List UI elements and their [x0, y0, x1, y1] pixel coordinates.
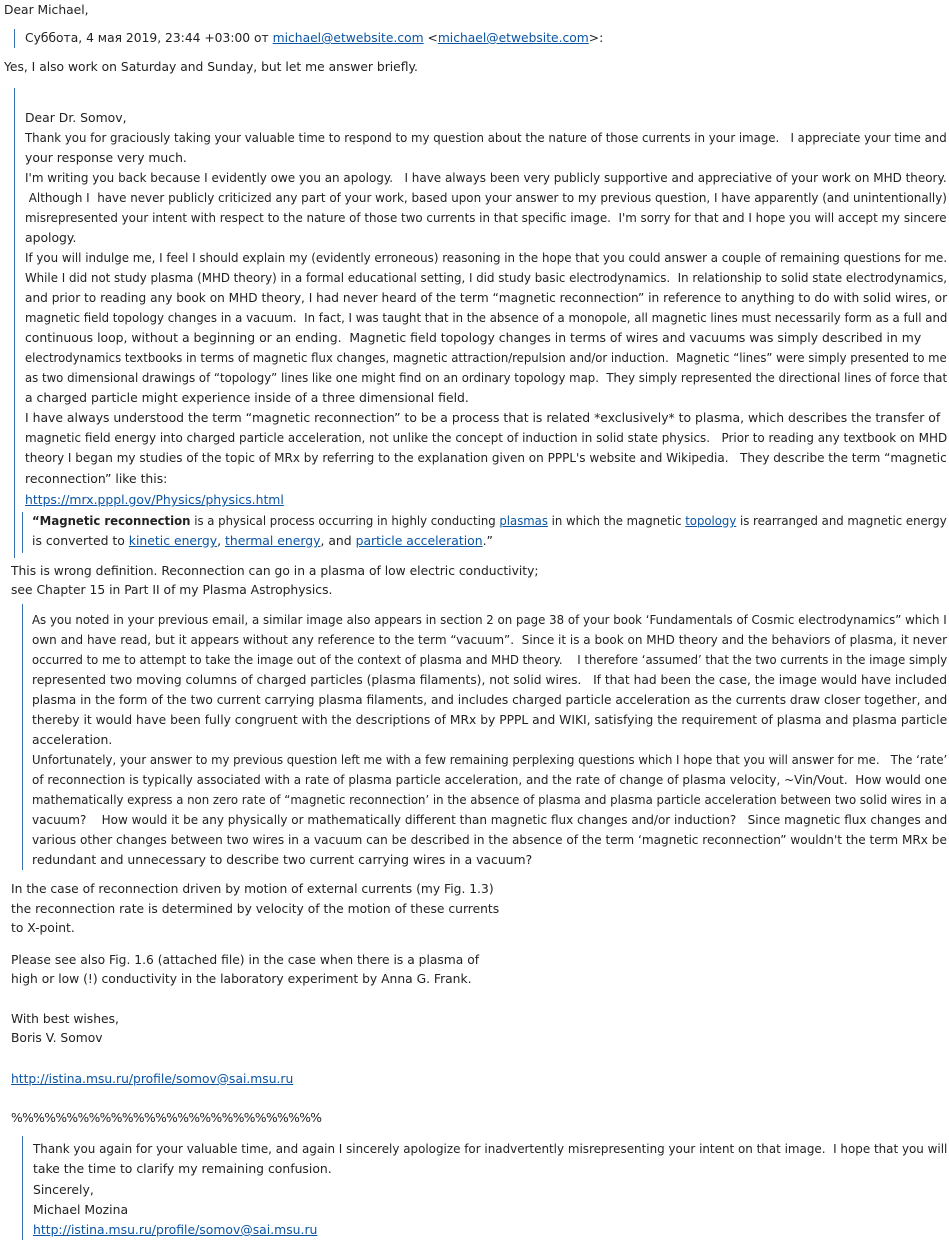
- quote1-line: Dear Dr. Somov,: [25, 110, 127, 125]
- quote-bar-1: [14, 88, 15, 558]
- reply-fig-2: high or low (!) conductivity in the laboratory experiment by Anna G. Frank.: [11, 972, 472, 986]
- reply-fig-1: Please see also Fig. 1.6 (attached file) in the case when there is a plasma of: [11, 953, 480, 967]
- profile-link[interactable]: http://istina.msu.ru/profile/somov@sai.msu.ru: [11, 1072, 294, 1086]
- quote2-line: vacuum? How would it be any physically or mathematically different than magnetic flux changes and/or induction? Since magnetic flux changes and: [32, 812, 948, 827]
- quote-bar-header: [14, 29, 15, 48]
- nested-quote-line-1: [32, 511, 947, 531]
- quote3-line-1: Thank you again for your valuable time, and again I sincerely apologize for inadvertently misrepresenting your intent on that image. I hope that you will: [33, 1141, 948, 1156]
- quote2-line: various other changes between two wires in a vacuum can be described in the absence of the term ‘magnetic reconnection” wouldn't the term MRx be: [32, 832, 947, 847]
- quote1-line: as two dimensional drawings of “topology” lines like one might find on an ordinary topology map. They simply represented the directional lines of force that: [25, 370, 948, 385]
- quote1-line: theory I began my studies of the topic of MRx by referring to the explanation given on PPPL's website and Wikipedia. They describe the term “magnetic: [25, 450, 947, 465]
- plasmas-link[interactable]: plasmas: [499, 513, 548, 528]
- reply-definition-2: see Chapter 15 in Part II of my Plasma Astrophysics.: [11, 583, 333, 597]
- quote2-line: redundant and unnecessary to describe two current carrying wires in a vacuum?: [32, 852, 533, 867]
- reply-rate-2: the reconnection rate is determined by velocity of the motion of these currents: [11, 902, 500, 916]
- quote1-line: apology.: [25, 230, 77, 245]
- signoff-name: Boris V. Somov: [11, 1031, 103, 1045]
- nested-text-5: ,: [217, 533, 226, 548]
- quote2-line: Unfortunately, your answer to my previous question left me with a few remaining perplexing questions which I hope that you will answer for me. The ‘rate’: [32, 752, 948, 767]
- nested-text-3: is rearranged and magnetic energy: [736, 513, 947, 528]
- nested-text-7: .”: [482, 533, 493, 548]
- quote-bar-2: [22, 604, 23, 870]
- quote1-line: I'm writing you back because I evidently owe you an apology. I have always been very publicly supportive and appreciative of your work on MHD theory.: [25, 170, 947, 185]
- reply-brief: Yes, I also work on Saturday and Sunday, but let me answer briefly.: [4, 60, 418, 74]
- quote2-line: thereby it would have been fully congruent with the descriptions of MRx by PPPL and WIKI, satisfying the requirement of plasma and plasma particle: [32, 712, 948, 727]
- quote1-line: your response very much.: [25, 150, 187, 165]
- quote1-line: magnetic field topology changes in a vacuum. In fact, I was taught that in the absence of a monopole, all magnetic lines must necessarily form as a full and: [25, 310, 948, 325]
- quote2-line: of reconnection is typically associated with a rate of plasma particle acceleration, and the rate of change of plasma velocity, ~Vin/Vout. How would one: [32, 772, 947, 787]
- nested-text-1: is a physical process occurring in highly conducting: [190, 513, 500, 528]
- quote3-line-2: take the time to clarify my remaining confusion.: [33, 1161, 332, 1176]
- particle-acceleration-link[interactable]: particle acceleration: [355, 533, 483, 548]
- header-mid: <: [423, 31, 438, 45]
- nested-text-6: , and: [320, 533, 356, 548]
- pppl-link[interactable]: https://mrx.pppl.gov/Physics/physics.html: [25, 492, 284, 507]
- quote1-line: reconnection” like this:: [25, 471, 168, 486]
- quote1-line: Thank you for graciously taking your valuable time to respond to my question about the nature of those currents in your image. I appreciate your time and: [25, 130, 947, 145]
- quote3-line-3: Sincerely,: [33, 1182, 94, 1197]
- quote1-line: a charged particle might experience inside of a three dimensional field.: [25, 390, 469, 405]
- quote1-line: electrodynamics textbooks in terms of magnetic flux changes, magnetic attraction/repulsion and/or induction. Magnetic “lines” were simply presented to me: [25, 350, 947, 365]
- quoted-header: [25, 28, 603, 48]
- quote2-line: acceleration.: [32, 732, 113, 747]
- nested-quote-line-2: [32, 531, 493, 551]
- reply-definition-1: This is wrong definition. Reconnection can go in a plasma of low electric conductivity;: [11, 564, 539, 578]
- quote3-profile-link[interactable]: http://istina.msu.ru/profile/somov@sai.msu.ru: [33, 1222, 318, 1237]
- quote1-line: magnetic field energy into charged particle acceleration, not unlike the concept of induction in solid state physics. Prior to reading any textbook on MHD: [25, 430, 948, 445]
- nested-text-2: in which the magnetic: [547, 513, 686, 528]
- quote2-line: mathematically express a non zero rate of “magnetic reconnection’ in the absence of plasma and plasma particle acceleration between two solid wires in a: [32, 792, 947, 807]
- quote-bar-nested: [22, 512, 23, 553]
- nested-text-4: is converted to: [32, 533, 129, 548]
- quote1-line: continuous loop, without a beginning or an ending. Magnetic field topology changes in terms of wires and vacuums was simply described in my: [25, 330, 922, 345]
- separator-line: %%%%%%%%%%%%%%%%%%%%%%%%%%%%: [11, 1111, 322, 1125]
- reply-rate-3: to X-point.: [11, 921, 75, 935]
- signoff-wishes: With best wishes,: [11, 1012, 119, 1026]
- quote1-line: and prior to reading any book on MHD theory, I had never heard of the term “magnetic reconnection” in reference to anything to do with solid wires, or: [25, 290, 948, 305]
- quote1-line: If you will indulge me, I feel I should explain my (evidently erroneous) reasoning in the hope that you could answer a couple of remaining questions for me.: [25, 250, 948, 265]
- header-date: Суббота, 4 мая 2019, 23:44 +03:00 от: [25, 31, 273, 45]
- quote1-line: I have always understood the term “magnetic reconnection” to be a process that is related *exclusively* to plasma, which describes the transfer of: [25, 410, 941, 425]
- kinetic-energy-link[interactable]: kinetic energy: [128, 533, 218, 548]
- quote1-line: Although I have never publicly criticized any part of your work, based upon your answer to my previous question, I have apparently (and unintentionally): [25, 190, 947, 205]
- quote1-line: misrepresented your intent with respect to the nature of those two currents in that specific image. I'm sorry for that and I hope you will accept my sincere: [25, 210, 947, 225]
- quote1-line: While I did not study plasma (MHD theory) in a formal educational setting, I did study basic electrodynamics. In relationship to solid state electrodynamics,: [25, 270, 948, 285]
- topology-link[interactable]: topology: [685, 513, 737, 528]
- quote2-line: As you noted in your previous email, a similar image also appears in section 2 on page 38 of your book ‘Fundamentals of Cosmic electrodynamics” which I: [32, 612, 947, 627]
- quote2-line: occurred to me to attempt to take the image out of the context of plasma and MHD theory. I therefore ‘assumed’ that the two currents in the image simply: [32, 652, 948, 667]
- header-suffix: >:: [588, 31, 604, 45]
- quote2-line: represented two moving columns of charged particles (plasma filaments), not solid wires. If that had been the case, the image would have included: [32, 672, 948, 687]
- quote2-line: own and have read, but it appears without any reference to the term “vacuum”. Since it is a book on MHD theory and the behaviors of plasma, it never: [32, 632, 948, 647]
- quote-bar-3: [22, 1136, 23, 1240]
- nested-bold: “Magnetic reconnection: [32, 513, 191, 528]
- quote2-line: plasma in the form of the two current carrying plasma filaments, and includes charged particle acceleration as the currents draw closer together, and: [32, 692, 948, 707]
- quote3-line-4: Michael Mozina: [33, 1202, 129, 1217]
- greeting: Dear Michael,: [4, 3, 89, 17]
- thermal-energy-link[interactable]: thermal energy: [225, 533, 321, 548]
- reply-rate-1: In the case of reconnection driven by motion of external currents (my Fig. 1.3): [11, 882, 494, 896]
- sender-email-link-2[interactable]: michael@etwebsite.com: [437, 31, 589, 45]
- sender-email-link[interactable]: michael@etwebsite.com: [272, 31, 424, 45]
